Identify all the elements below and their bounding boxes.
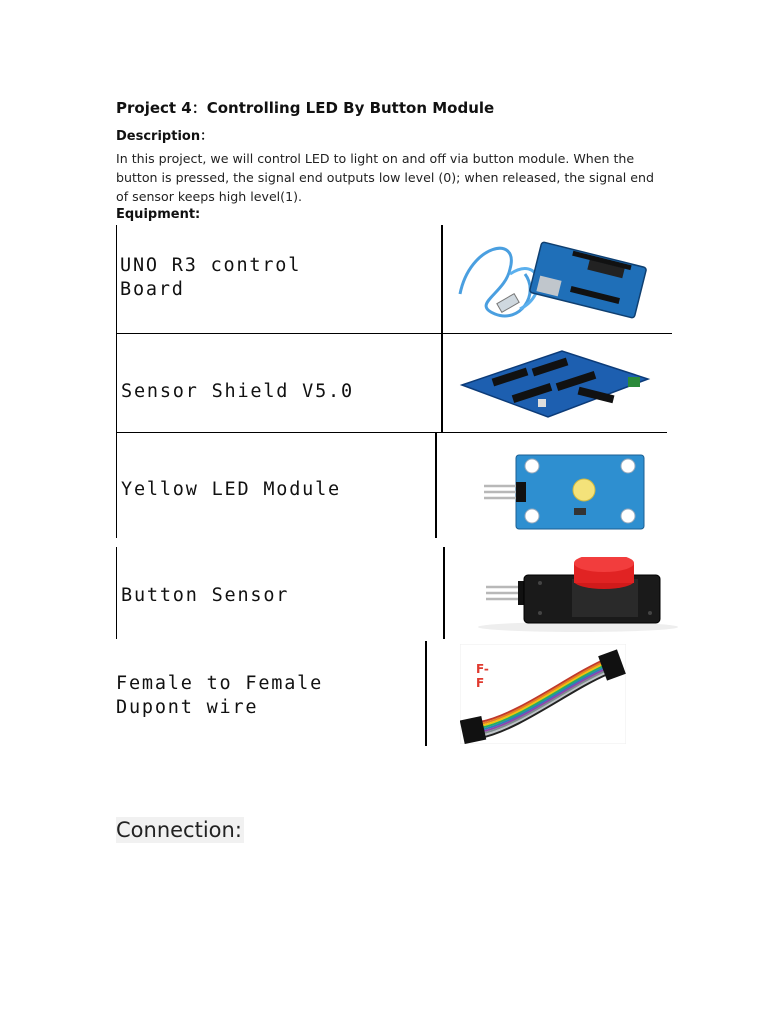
row-divider (441, 334, 443, 432)
row-left-border (116, 225, 117, 333)
description-label: Description： (116, 129, 214, 144)
row-bottom-border (116, 432, 667, 433)
sensor-shield-photo (452, 343, 652, 425)
equipment-name: Yellow LED Module (121, 479, 341, 500)
red-button-module-photo (468, 557, 684, 633)
yellow-led-module-photo (480, 452, 650, 532)
arduino-uno-board-with-usb-cable-photo (450, 234, 650, 324)
row-divider (443, 547, 445, 639)
row-divider (435, 433, 437, 538)
equipment-name: Sensor Shield V5.0 (121, 381, 354, 402)
equipment-name: UNO R3 control Board (120, 255, 302, 300)
connection-heading: Connection: (116, 818, 242, 842)
row-divider (441, 225, 443, 333)
dupont-photo-label: F-F (476, 662, 489, 690)
equipment-name: Button Sensor (121, 585, 290, 606)
row-left-border (116, 334, 117, 432)
equipment-label: Equipment: (116, 207, 201, 222)
row-left-border (116, 547, 117, 639)
row-bottom-border (116, 333, 672, 334)
row-divider (425, 641, 427, 746)
equipment-name: Female to Female Dupont wire (116, 673, 324, 718)
description-text: In this project, we will control LED to light on and off via button module. When the button is pressed, the signal end outputs low level (0); when released, the signal end of sensor keeps high level(1). (116, 151, 655, 204)
row-left-border (116, 433, 117, 538)
page-title: Project 4：Controlling LED By Button Module (116, 99, 495, 117)
dupont-ribbon-wire-photo (460, 644, 626, 744)
